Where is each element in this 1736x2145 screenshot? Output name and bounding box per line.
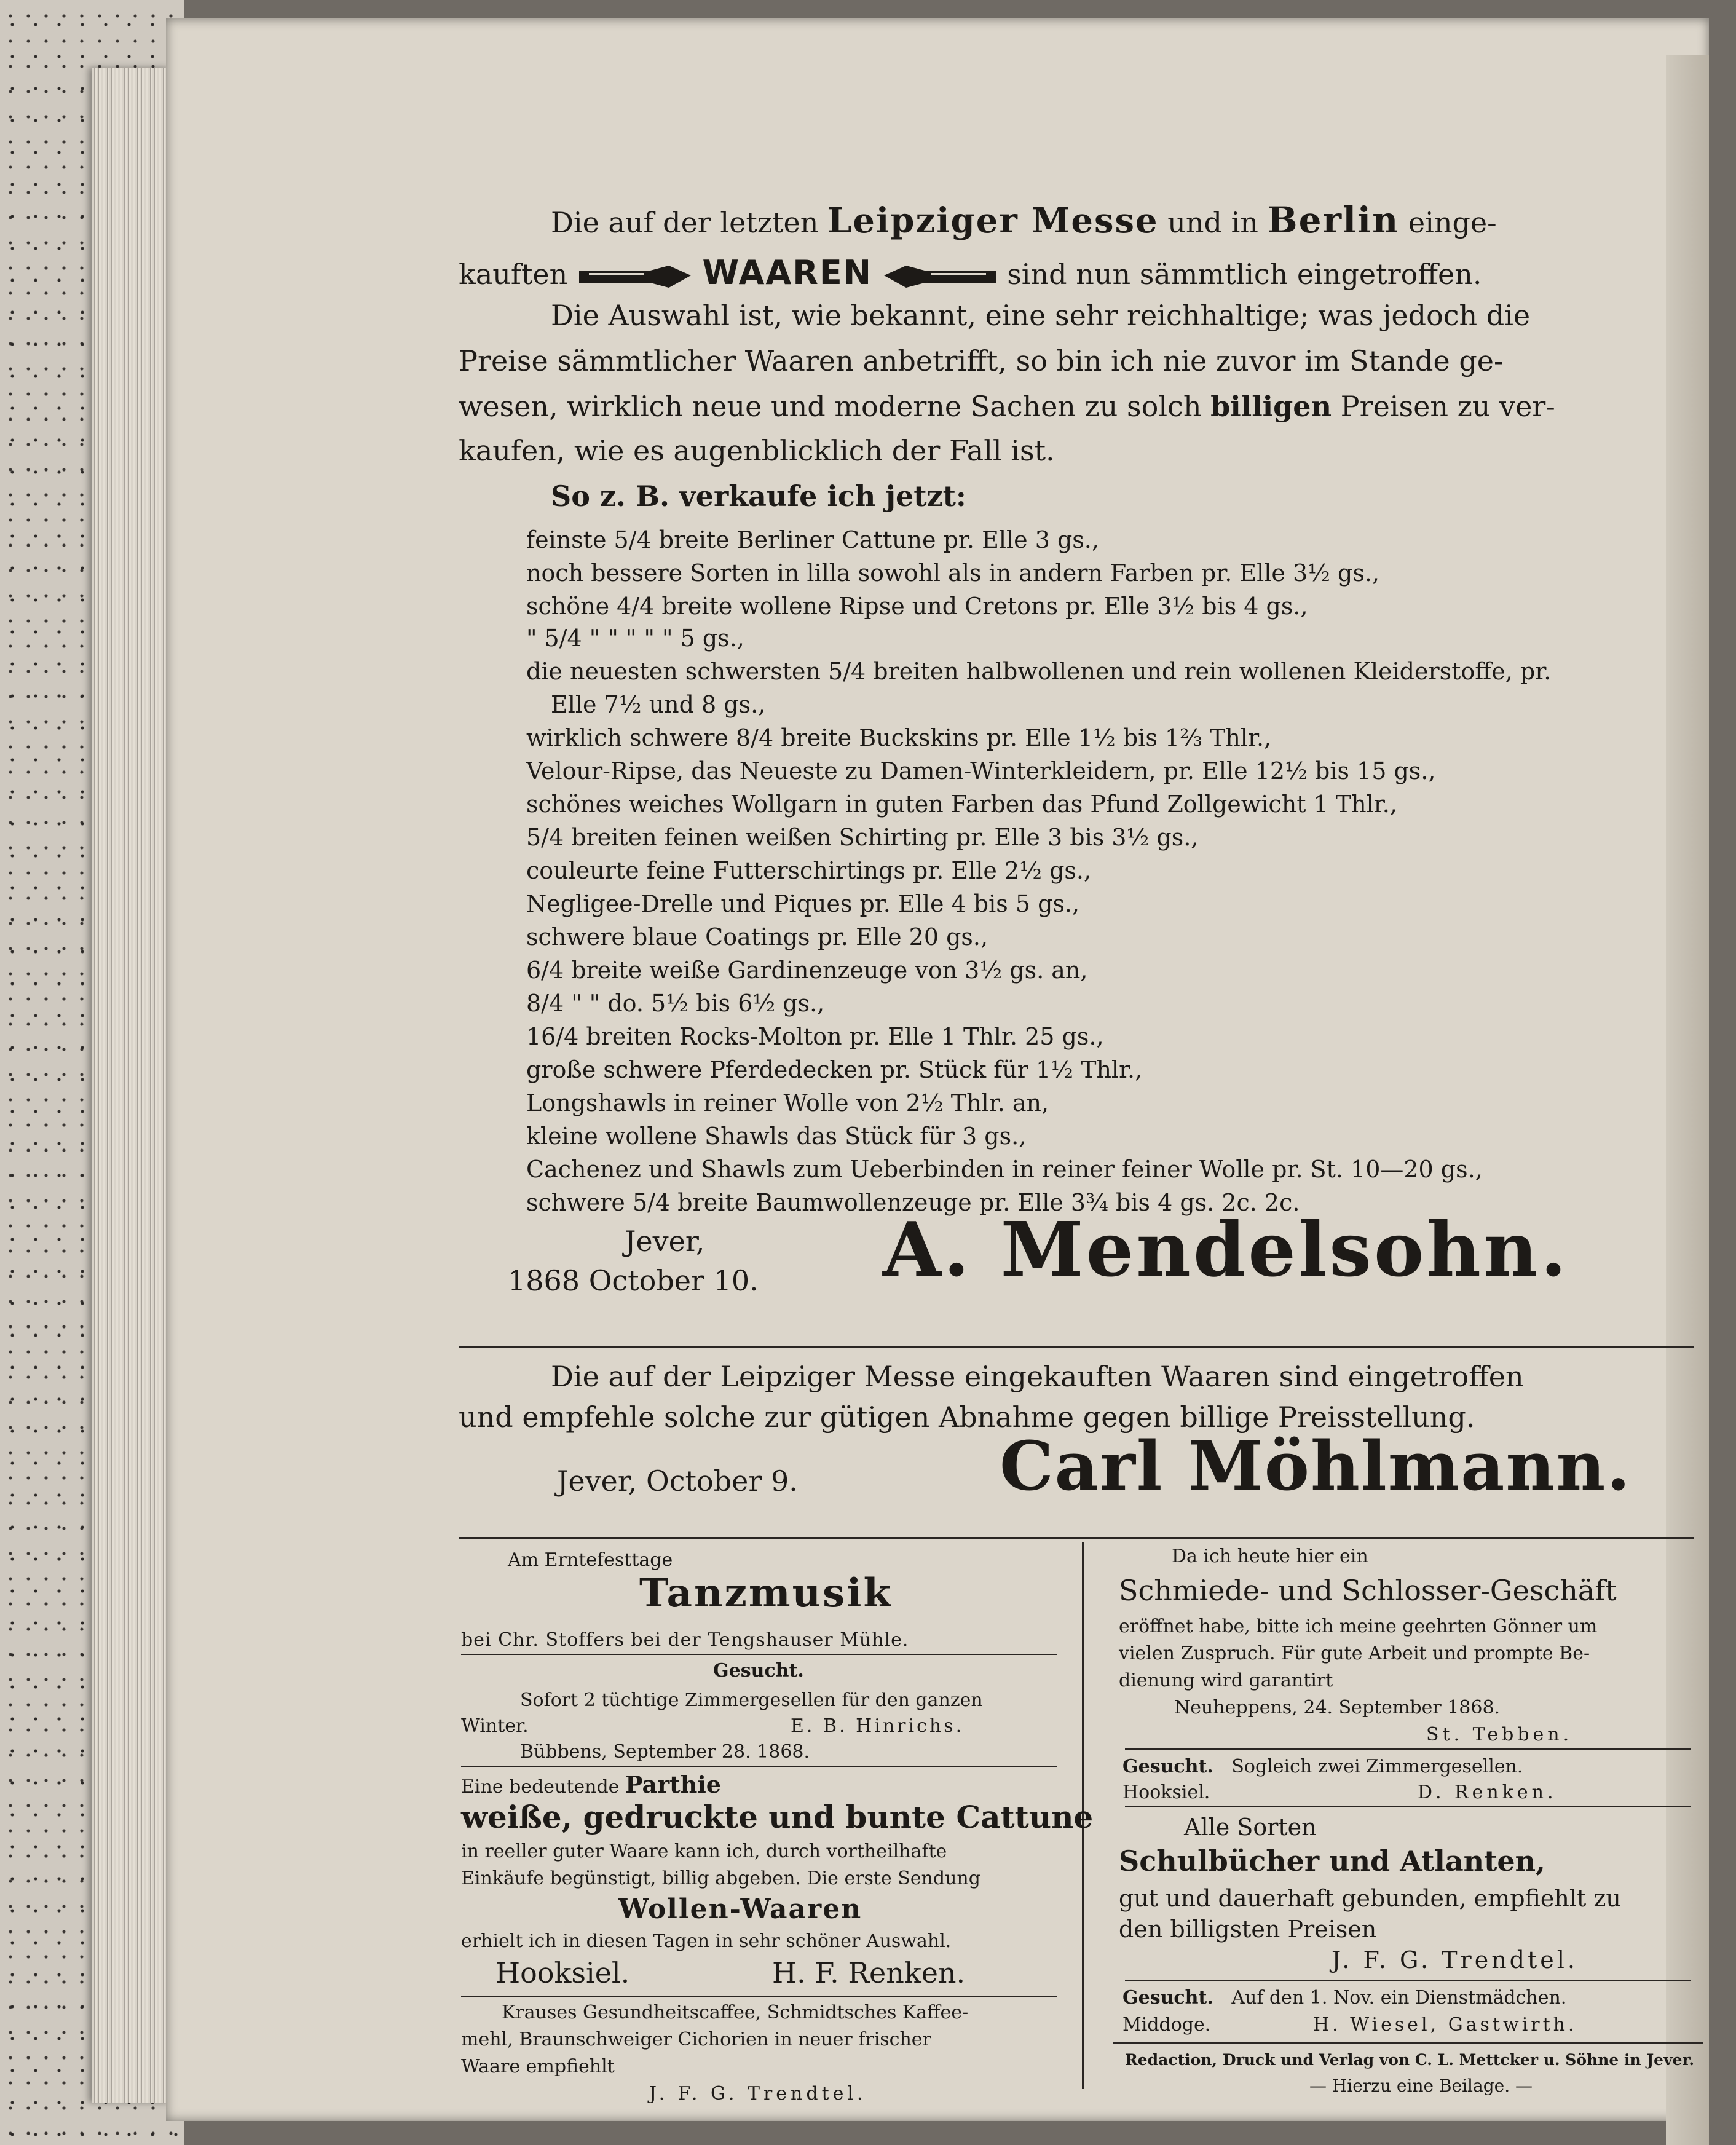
item: noch bessere Sorten in lilla sowohl als in andern Farben pr. Elle 3½ gs.,: [526, 559, 1380, 587]
item: wirklich schwere 8/4 breite Buckskins pr. Elle 1½ bis 1⅔ Thlr.,: [526, 724, 1272, 751]
partie-line1: Eine bedeutende Parthie: [461, 1771, 721, 1798]
item: Negligee-Drelle und Piques pr. Elle 4 bis 5 gs.,: [526, 890, 1080, 917]
main-ad-line4: Preise sämmtlicher Waaren anbetrifft, so bin ich nie zuvor im Stande ge-: [459, 344, 1504, 377]
gesucht1-line2a: Winter.: [461, 1715, 529, 1737]
tanz-pre: Am Erntefesttage: [508, 1549, 673, 1571]
partie-line5: Wollen-Waaren: [618, 1894, 862, 1925]
partie-line2: weiße, gedruckte und bunte Cattune: [461, 1799, 1094, 1835]
item: Elle 7½ und 8 gs.,: [551, 691, 766, 718]
gesucht1-sig: E. B. Hinrichs.: [791, 1715, 965, 1737]
item: die neuesten schwersten 5/4 breiten halbwollenen und rein wollenen Kleiderstoffe, pr.: [526, 658, 1552, 685]
main-ad-intro: So z. B. verkaufe ich jetzt:: [551, 480, 966, 513]
schmiede-line3: eröffnet habe, bitte ich meine geehrten Gönner um: [1119, 1616, 1598, 1637]
schmiede-line2: Schmiede- und Schlosser-Geschäft: [1119, 1574, 1617, 1607]
item: schwere blaue Coatings pr. Elle 20 gs.,: [526, 923, 988, 950]
main-ad-line1: Die auf der letzten Leipziger Messe und in Berlin einge-: [551, 199, 1497, 241]
divider: [459, 1346, 1694, 1348]
second-ad-line2: und empfehle solche zur gütigen Abnahme gegen billige Preisstellung.: [459, 1400, 1475, 1434]
partie-place: Hooksiel.: [495, 1956, 630, 1989]
item: schöne 4/4 breite wollene Ripse und Cretons pr. Elle 3½ bis 4 gs.,: [526, 593, 1308, 620]
second-ad-line1: Die auf der Leipziger Messe eingekauften Waaren sind eingetroffen: [551, 1360, 1524, 1393]
partie-line6: erhielt ich in diesen Tagen in sehr schöner Auswahl.: [461, 1930, 952, 1952]
gesucht3-place: Middoge.: [1122, 2014, 1211, 2036]
schmiede-sig: St. Tebben.: [1426, 1724, 1573, 1745]
tanz-title: Tanzmusik: [639, 1570, 893, 1616]
pointing-hand-right-icon: [577, 263, 693, 290]
kaffee-line2: mehl, Braunschweiger Cichorien in neuer frischer: [461, 2029, 931, 2050]
divider: [1113, 2042, 1703, 2044]
gesucht1-line3: Bübbens, September 28. 1868.: [520, 1741, 810, 1763]
schul-line1: Alle Sorten: [1184, 1814, 1317, 1841]
partie-line4: Einkäufe begünstigt, billig abgeben. Die erste Sendung: [461, 1868, 980, 1889]
main-ad-place: Jever,: [625, 1225, 705, 1258]
item: Velour-Ripse, das Neueste zu Damen-Winterkleidern, pr. Elle 12½ bis 15 gs.,: [526, 757, 1436, 784]
second-ad-signature: Carl Möhlmann.: [1000, 1426, 1631, 1506]
divider: [1125, 1980, 1691, 1981]
divider: [1125, 1748, 1691, 1750]
main-ad-date: 1868 October 10.: [508, 1264, 759, 1297]
schul-line4: den billigsten Preisen: [1119, 1916, 1377, 1943]
item: kleine wollene Shawls das Stück für 3 gs.,: [526, 1123, 1027, 1150]
item: 8/4 " " do. 5½ bis 6½ gs.,: [526, 990, 825, 1017]
second-ad-place-date: Jever, October 9.: [557, 1464, 798, 1498]
item: feinste 5/4 breite Berliner Cattune pr. Elle 3 gs.,: [526, 526, 1099, 553]
schmiede-line5: dienung wird garantirt: [1119, 1670, 1333, 1691]
partie-line3: in reeller guter Waare kann ich, durch vortheilhafte: [461, 1841, 947, 1862]
item: große schwere Pferdedecken pr. Stück für 1½ Thlr.,: [526, 1056, 1143, 1083]
schmiede-line6: Neuheppens, 24. September 1868.: [1174, 1697, 1501, 1718]
partie-sig: H. F. Renken.: [772, 1956, 966, 1989]
schmiede-line1: Da ich heute hier ein: [1172, 1546, 1368, 1567]
gesucht2-line1: Gesucht. Sogleich zwei Zimmergesellen.: [1122, 1756, 1523, 1777]
kaffee-sig: J. F. G. Trendtel.: [649, 2083, 867, 2104]
gesucht1-line1: Sofort 2 tüchtige Zimmergesellen für den ganzen: [520, 1689, 983, 1711]
page-right-edge: [1666, 55, 1709, 2145]
item: Longshawls in reiner Wolle von 2½ Thlr. an,: [526, 1089, 1049, 1116]
waaren-heading: WAAREN: [702, 253, 872, 292]
item: schwere 5/4 breite Baumwollenzeuge pr. Elle 3¾ bis 4 gs. 2c. 2c.: [526, 1189, 1300, 1216]
gesucht2-place: Hooksiel.: [1122, 1782, 1210, 1803]
schmiede-line4: vielen Zuspruch. Für gute Arbeit und prompte Be-: [1119, 1643, 1590, 1664]
divider: [459, 1537, 1694, 1539]
main-ad-line6: kaufen, wie es augenblicklich der Fall ist.: [459, 434, 1055, 467]
item: " 5/4 " " " " " 5 gs.,: [526, 625, 744, 652]
divider: [461, 1654, 1057, 1655]
main-ad-line3: Die Auswahl ist, wie bekannt, eine sehr reichhaltige; was jedoch die: [551, 299, 1531, 332]
kaffee-line3: Waare empfiehlt: [461, 2056, 615, 2077]
main-ad-line5: wesen, wirklich neue und moderne Sachen zu solch billigen Preisen zu ver-: [459, 390, 1555, 423]
imprint-line1: Redaction, Druck und Verlag von C. L. Mettcker u. Söhne in Jever.: [1125, 2051, 1695, 2069]
imprint-line2: — Hierzu eine Beilage. —: [1309, 2076, 1533, 2096]
schul-line3: gut und dauerhaft gebunden, empfiehlt zu: [1119, 1885, 1621, 1912]
newspaper-page: [166, 18, 1709, 2121]
kaffee-line1: Krauses Gesundheitscaffee, Schmidtsches Kaffee-: [502, 2002, 969, 2023]
item: 5/4 breiten feinen weißen Schirting pr. Elle 3 bis 3½ gs.,: [526, 824, 1199, 851]
main-ad-signature: A. Mendelsohn.: [883, 1205, 1569, 1294]
gesucht3-sig: H. Wiesel, Gastwirth.: [1313, 2014, 1577, 2036]
divider: [461, 1766, 1057, 1767]
item: couleurte feine Futterschirtings pr. Elle 2½ gs.,: [526, 857, 1092, 884]
item: 6/4 breite weiße Gardinenzeuge von 3½ gs. an,: [526, 957, 1088, 984]
divider: [461, 1996, 1057, 1997]
divider: [1125, 1806, 1691, 1807]
main-ad-line2: kauften WAAREN sind nun sämmtlich eingetroffen.: [459, 253, 1482, 292]
gesucht1-title: Gesucht.: [713, 1660, 804, 1681]
item: Cachenez und Shawls zum Ueberbinden in reiner feiner Wolle pr. St. 10—20 gs.,: [526, 1156, 1483, 1183]
item: 16/4 breiten Rocks-Molton pr. Elle 1 Thlr. 25 gs.,: [526, 1023, 1104, 1050]
gesucht3-line1: Gesucht. Auf den 1. Nov. ein Dienstmädchen.: [1122, 1987, 1567, 2009]
gesucht2-sig: D. Renken.: [1418, 1782, 1557, 1803]
tanz-post: bei Chr. Stoffers bei der Tengshauser Mühle.: [461, 1629, 909, 1651]
page-stack: [92, 68, 172, 2103]
schul-line2: Schulbücher und Atlanten,: [1119, 1844, 1546, 1878]
item: schönes weiches Wollgarn in guten Farben das Pfund Zollgewicht 1 Thlr.,: [526, 791, 1397, 818]
pointing-hand-left-icon: [882, 263, 998, 290]
schul-sig: J. F. G. Trendtel.: [1332, 1946, 1578, 1973]
